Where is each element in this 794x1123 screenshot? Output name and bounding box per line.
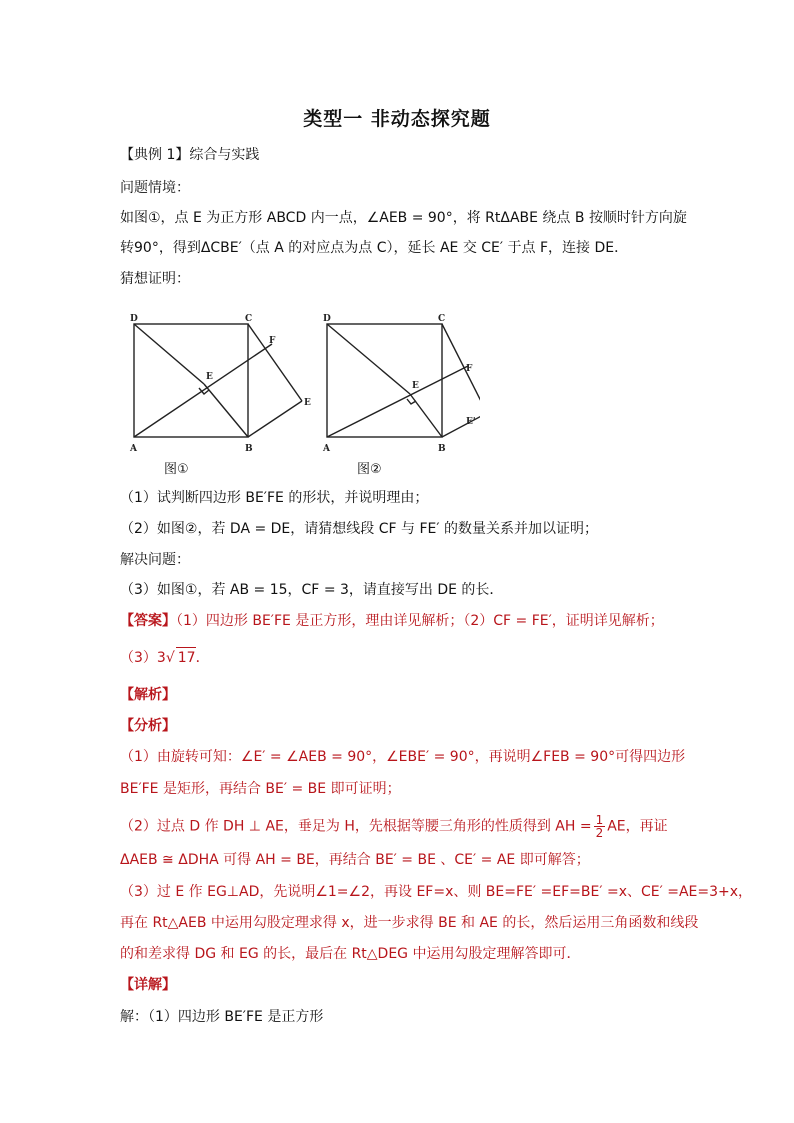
conjecture-heading: 猜想证明： [120, 271, 190, 287]
analysis-2-line-2: ΔAEB ≅ ΔDHA 可得 AH = BE，再结合 BE′ = BE 、CE′ = AE 即可解答； [120, 852, 590, 868]
fraction-denominator: 2 [595, 826, 604, 840]
fig1-square [134, 324, 248, 437]
fig2-label-f: F [466, 364, 473, 374]
figure-2 [327, 324, 480, 437]
solve-problem-heading: 解决问题： [120, 552, 190, 568]
fenxi-heading: 【分析】 [120, 718, 176, 734]
half-fraction [594, 814, 606, 839]
answer-sqrt-coefficient: 3 [156, 650, 166, 666]
question-2: （2）如图②，若 DA = DE，请猜想线段 CF 与 FE′ 的数量关系并加以证明； [120, 521, 598, 537]
intro-line-2: 转90°，得到ΔCBE′（点 A 的对应点为点 C），延长 AE 交 CE′ 于点 F，连接 DE． [120, 240, 629, 256]
fig1-label-f: F [269, 336, 276, 346]
fig2-line-de [327, 324, 410, 394]
analysis-2-line-1 [120, 814, 690, 839]
fig2-label-a: A [323, 444, 330, 454]
geometry-figures-svg [120, 305, 480, 475]
answer-text-1: （1）四边形 BE′FE 是正方形，理由详见解析；（2）CF = FE′，证明详见解析； [176, 613, 664, 629]
geometry-figures [120, 305, 480, 475]
fig2-label-b: B [438, 444, 446, 454]
fig1-line-eb [204, 384, 248, 437]
answer-line-2: （3）3√ 17． [120, 647, 690, 668]
fig2-line-ce [442, 324, 480, 413]
fig1-line-de [134, 324, 204, 384]
analysis-1-line-2: BE′FE 是矩形，再结合 BE′ = BE 即可证明； [120, 781, 401, 797]
answer-label: 【答案】 [120, 613, 176, 629]
fig2-line-eb [410, 394, 442, 437]
detail-heading: 【详解】 [120, 977, 176, 993]
answer-line-1 [120, 611, 690, 631]
figure-1 [134, 324, 302, 437]
fraction-numerator: 1 [595, 813, 604, 827]
fig2-label-c: C [438, 314, 446, 324]
figure-1-caption: 图① [164, 462, 189, 477]
fig1-label-e-prime: E [304, 398, 311, 408]
fig1-line-af [134, 344, 272, 437]
question-1: （1）试判断四边形 BE′FE 的形状，并说明理由； [120, 490, 429, 506]
question-3: （3）如图①，若 AB = 15，CF = 3，请直接写出 DE 的长． [120, 582, 504, 598]
analysis-1-line-1: （1）由旋转可知：∠E′ = ∠AEB = 90°，∠EBE′ = 90°，再说明∠FEB = 90°可得四边形 [120, 749, 686, 765]
analysis-3-line-2: 再在 Rt△AEB 中运用勾股定理求得 x，进一步求得 BE 和 AE 的长，然后运用三角函数和线段 [120, 915, 699, 931]
answer-part-3-suffix: ． [195, 650, 210, 666]
fig2-square [327, 324, 442, 437]
answer-sqrt-radicand: 17 [176, 647, 196, 668]
detail-line-1: 解：（1）四边形 BE′FE 是正方形 [120, 1009, 324, 1025]
page-title: 类型一 非动态探究题 [303, 108, 491, 130]
intro-line-1: 如图①，点 E 为正方形 ABCD 内一点，∠AEB = 90°，将 RtΔABE 绕点 B 按顺时针方向旋 [120, 210, 687, 226]
analysis-2-text-a: （2）过点 D 作 DH ⊥ AE，垂足为 H，先根据等腰三角形的性质得到 AH = [120, 818, 592, 835]
fig1-label-b: B [245, 444, 253, 454]
figure-2-caption: 图② [357, 462, 382, 477]
fig2-line-af [327, 366, 468, 437]
analysis-3-line-3: 的和差求得 DG 和 EG 的长，最后在 Rt△DEG 中运用勾股定理解答即可． [120, 946, 581, 962]
fig2-label-e: E [412, 381, 419, 391]
analysis-3-line-1: （3）过 E 作 EG⊥AD，先说明∠1=∠2，再设 EF=x、则 BE=FE′ =EF=BE′ =x、CE′ =AE=3+x， [120, 884, 753, 900]
fig2-label-e-prime: E' [466, 417, 476, 427]
fig1-line-be [248, 401, 302, 437]
analysis-heading: 【解析】 [120, 687, 176, 703]
answer-part-3-prefix: （3） [120, 650, 157, 666]
example-heading: 【典例 1】综合与实践 [120, 147, 260, 163]
analysis-2-text-b: AE，再证 [607, 818, 668, 835]
fig2-label-d: D [323, 314, 331, 324]
fig1-label-d: D [130, 314, 138, 324]
problem-situation-heading: 问题情境： [120, 180, 190, 196]
fig1-label-a: A [130, 444, 137, 454]
fig1-label-c: C [245, 314, 253, 324]
fig1-label-e: E [206, 372, 213, 382]
